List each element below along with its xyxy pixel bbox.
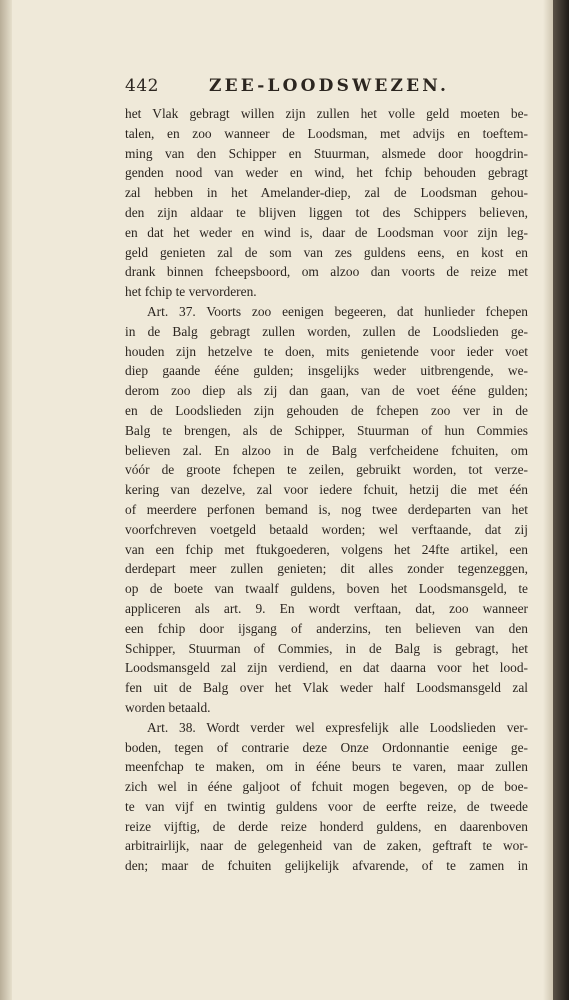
text-line: kering van dezelve, zal voor iedere fchuit, hetzij die met één bbox=[125, 482, 528, 498]
text-line: talen, en zoo wanneer de Loodsman, met advijs en toeftem- bbox=[125, 125, 528, 141]
text-line: houden zijn hetzelve te doen, mits genietende voor ieder voet bbox=[125, 343, 528, 359]
text-line: believen zal. En alzoo in de Balg verfcheidene fchuiten, om bbox=[125, 442, 528, 458]
article-38-start: Art. 38. Wordt verder wel expresfelijk alle Loodslieden ver- bbox=[147, 719, 528, 735]
text-line: Balg te brengen, als de Schipper, Stuurman of hun Commies bbox=[125, 422, 528, 438]
text-line: diep gaande ééne gulden; insgelijks weder uitbrengende, we- bbox=[125, 363, 528, 379]
text-line: geld genieten zal de som van zes guldens eens, en kost en bbox=[125, 244, 528, 260]
text-line: appliceren als art. 9. En wordt verftaan, dat, zoo wanneer bbox=[125, 600, 528, 616]
text-line: zich wel in ééne galjoot of fchuit mogen begeven, op de boe- bbox=[125, 779, 528, 795]
text-line: op de boete van twaalf guldens, boven het Loodsmansgeld, te bbox=[125, 581, 528, 597]
text-line: in de Balg gebragt zullen worden, zullen de Loodslieden ge- bbox=[125, 323, 528, 339]
text-line: voorfchreven voetgeld betaald worden; wel verftaande, dat zij bbox=[125, 521, 528, 537]
text-line: te van vijf en twintig guldens voor de eerfte reize, de tweede bbox=[125, 798, 528, 814]
text-line: en dat het weder en wind is, daar de Loodsman voor zijn leg- bbox=[125, 224, 528, 240]
text-line: meenfchap te maken, om in ééne beurs te varen, maar zullen bbox=[125, 759, 528, 775]
page-number: 442 bbox=[125, 76, 159, 96]
text-line: het Vlak gebragt willen zijn zullen het volle geld moeten be- bbox=[125, 106, 528, 121]
text-line: het fchip te vervorderen. bbox=[125, 284, 257, 300]
text-line: derom zoo diep als zij dan gaan, van de voet ééne gulden; bbox=[125, 383, 528, 399]
text-line: genden nood van weder en wind, het fchip behouden gebragt bbox=[125, 165, 528, 181]
article-37-start: Art. 37. Voorts zoo eenigen begeeren, dat hunlieder fchepen bbox=[147, 303, 528, 319]
text-line: arbitrairlijk, naar de gelegenheid van de zaken, geftraft te wor- bbox=[125, 838, 528, 854]
text-line: vóór de groote fchepen te zeilen, gebruikt worden, tot verze- bbox=[125, 462, 528, 478]
text-line: of meerdere perfonen bemand is, nog twee derdeparten van het bbox=[125, 501, 528, 517]
text-line: boden, tegen of contrarie deze Onze Ordonnantie eenige ge- bbox=[125, 739, 528, 755]
text-line: drank binnen fcheepsboord, om alzoo dan voorts de reize met bbox=[125, 264, 528, 280]
book-edge bbox=[553, 0, 569, 1000]
text-line: worden betaald. bbox=[125, 699, 211, 715]
text-line: fen uit de Balg over het Vlak weder half Loodsmansgeld zal bbox=[125, 680, 528, 696]
text-line: derdepart meer zullen genieten; dit alles zonder tegenzeggen, bbox=[125, 561, 528, 577]
text-line: zal hebben in het Amelander-diep, zal de Loodsman gehou- bbox=[125, 185, 528, 201]
text-line: ming van den Schipper en Stuurman, alsmede door hoogdrin- bbox=[125, 145, 528, 161]
text-line: Schipper, Stuurman of Commies, in de Balg is gebragt, het bbox=[125, 640, 528, 656]
body-text bbox=[125, 104, 528, 876]
text-line: reize vijftig, de derde reize honderd guldens, en daarenboven bbox=[125, 818, 528, 834]
text-line: een fchip door ijsgang of anderzins, ten believen van den bbox=[125, 620, 528, 636]
text-line: Loodsmansgeld zal zijn verdiend, en dat daarna voor het lood- bbox=[125, 660, 528, 676]
text-line: den zijn aldaar te blijven liggen tot des Schippers believen, bbox=[125, 204, 528, 220]
text-line: den; maar de fchuiten gelijkelijk afvarende, of te zamen in bbox=[125, 858, 528, 874]
running-head bbox=[125, 76, 530, 100]
text-line: en de Loodslieden zijn gehouden de fchepen zoo ver in de bbox=[125, 402, 528, 418]
text-line: van een fchip met ftukgoederen, volgens het 24fte artikel, een bbox=[125, 541, 528, 557]
running-title: ZEE-LOODSWEZEN. bbox=[209, 76, 450, 96]
